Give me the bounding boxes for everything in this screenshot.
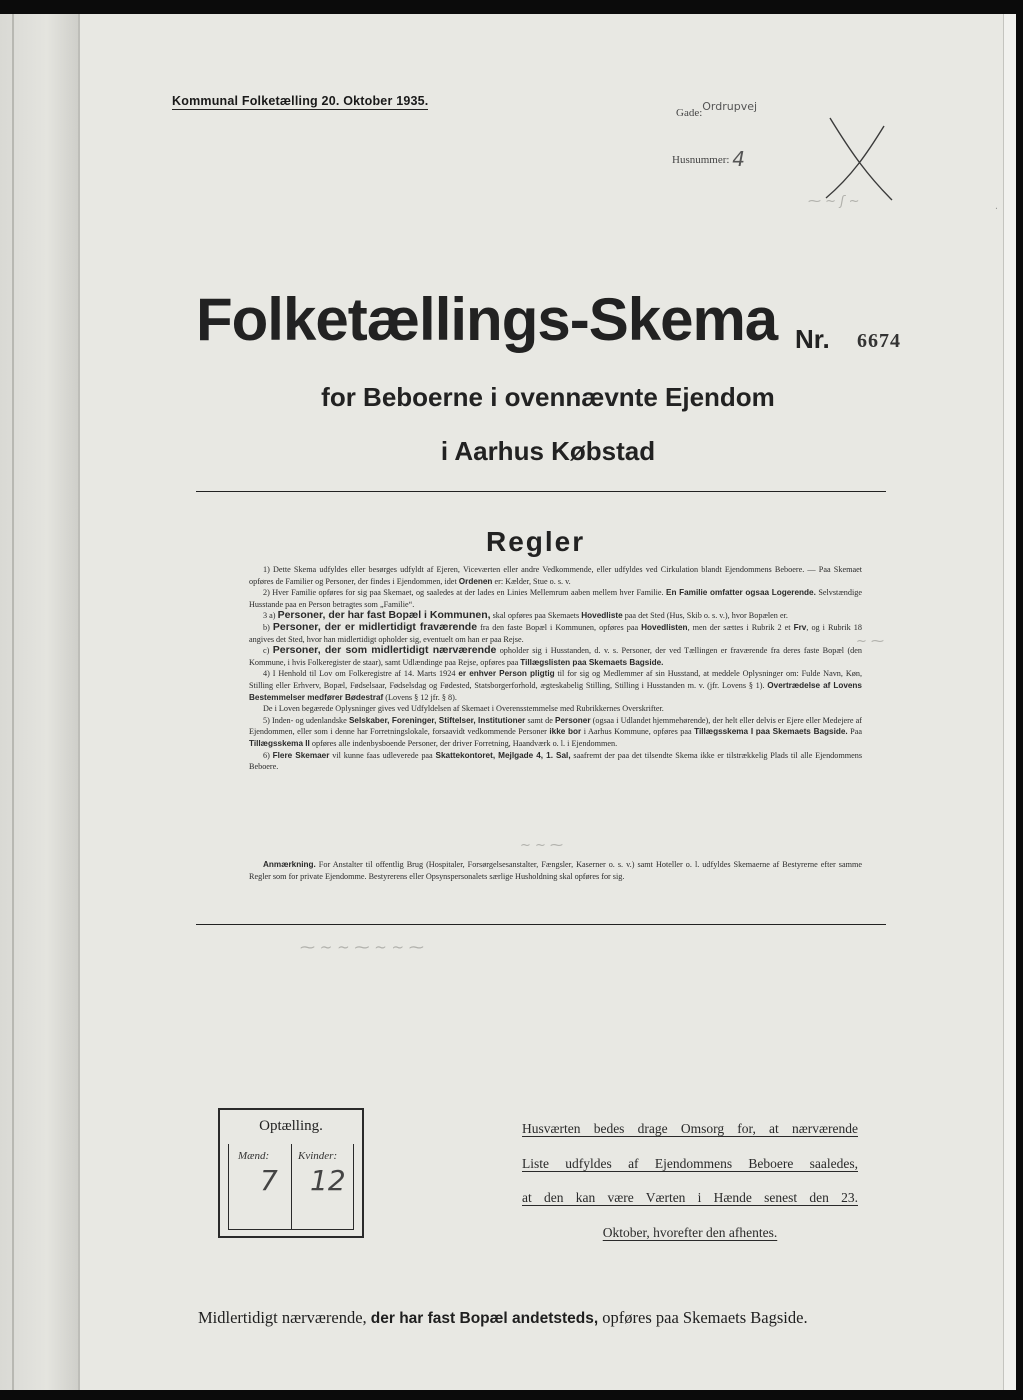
count-title: Optælling. [259,1118,323,1134]
subtitle-residents: for Beboerne i ovennævnte Ejendom [321,382,775,412]
rule-2: 2) Hver Familie opføres for sig paa Skemaet, og saaledes at der lades en Linies Mellemrum aaben mellem hver Familie. En Familie omfatter ogsaa Logerende. Selvstændige Husstande paa en Person betragtes som „Familie“. [249,588,862,609]
rule-4: 4) I Henhold til Lov om Folkeregistre af 14. Marts 1924 er enhver Person pligtig til for sig og Medlemmer af sin Husstand, at meddele Oplysninger om: Fulde Navn, Køn, Stilling eller Erhverv, Bopæl, Fødselsaar, Fødselsdag og Fødested, Statsborgerforhold, ægteskabelig Stilling, Stilling i Husstanden m. v. (jfr. Lovens § 1). Overtrædelse af Lovens Bestemmelser medfører Bødestraf (Lovens § 12 jfr. § 8). [249,669,862,702]
women-count: 12 [310,1164,346,1197]
rule-1: 1) Dette Skema udfyldes eller besørges udfyldt af Ejeren, Viceværten eller andre Vedkommende, eller udfyldes ved Cirkulation blandt Ejendommens Beboere. — Paa Skemaet opføres de Familier og Personer, der findes i Ejendommen, idet Ordenen er: Kælder, Stue o. s. v. [249,565,862,586]
page-edge [1003,14,1016,1390]
divider-top [196,491,886,492]
rule-4-note: De i Loven begærede Oplysninger gives ved Udfyldelsen af Skemaet i Overensstemmelse med Rubrikkernes Overskrifter. [263,704,664,714]
bleed-through-text: ~ ~ ⁓ [520,838,564,853]
cross-mark-icon [822,114,902,204]
census-form-page [0,14,1016,1390]
women-label: Kvinder: [298,1150,338,1162]
rule-6: 6) Flere Skemaer vil kunne faas udleverede paa Skattekontoret, Mejlgade 4, 1. Sal, saafremt der paa det tilsendte Skema ikke er tilstrækkelig Plads til alle Ejendommens Beboere. [249,750,862,772]
bleed-through-text: ⁓ ~ ~ ⁓ ~ ~ ⁓ [300,938,424,956]
remark-label: Anmærkning. [263,860,316,869]
census-header: Kommunal Folketælling 20. Oktober 1935. [172,94,429,108]
count-column-divider [291,1144,292,1230]
book-binding [0,14,80,1390]
notice-line-1: Husværten bedes drage Omsorg for, at nærværende [522,1121,858,1136]
notice-line-4: Oktober, hvorefter den afhentes. [602,1224,778,1240]
rule-3c: c) Personer, der som midlertidigt nærværende opholder sig i Husstanden, d. v. s. Personer, der ved Tællingen er fraværende fra deres faste Bopæl (den Kommune, i hvis Folkeregister de staar), samt Udlændinge paa Rejse, opføres paa Tillægslisten paa Skemaets Bagside. [249,644,862,667]
rule-3b: b) Personer, der er midlertidigt fraværende fra den faste Bopæl i Kommunen, opføres paa Hovedlisten, men der sættes i Rubrik 2 et Frv, og i Rubrik 18 angives det Sted, hvor han midlertidigt opholder sig, eventuelt om han er paa Rejse. [249,620,862,644]
house-number-field [672,144,745,171]
house-number-label: Husnummer: [672,154,730,166]
remark-text: For Anstalter til offentlig Brug (Hospitaler, Forsørgelsesanstalter, Fængsler, Kaserner o. s. v.) samt Hoteller o. l. udfyldes Skemaerne af Bestyrerne efter samme Regler som for private Ejendomme. Bestyrerens eller Opsynspersonalets særlige Husholdning skal opføres for sig. [249,860,862,881]
rule-3a: 3 a) Personer, der har fast Bopæl i Kommunen, skal opføres paa Skemaets Hovedliste paa det Sted (Hus, Skib o. s. v.), hvor Bopælen er. [263,609,788,622]
men-label: Mænd: [238,1150,270,1162]
divider-bottom [196,924,886,925]
form-title: Folketællings-Skema [196,286,778,353]
street-field [676,100,758,119]
remark-paragraph [249,859,862,882]
street-value: Ordrupvej [702,100,758,113]
bleed-through-text: ~ ⁓ [856,634,885,649]
count-box [218,1108,364,1238]
street-label: Gade: [676,107,703,119]
rules-body [249,564,862,773]
landlord-notice [522,1112,858,1250]
number-label: Nr. [795,324,830,354]
binding-edge [12,14,14,1390]
house-number-value: 4 [732,147,745,171]
men-count: 7 [260,1164,278,1197]
edge-marks: · [994,204,998,215]
notice-line-3: at den kan være Værten i Hænde senest den 23. [522,1190,858,1205]
bleed-through-text: ⁓ ~ ʃ ~ [808,194,860,209]
rule-5: 5) Inden- og udenlandske Selskaber, Foreninger, Stiftelser, Institutioner samt de Personer (ogsaa i Udlandet hjemmehørende), der helt eller delvis er Ejere eller Medejere af Ejendommen, eller som i denne har Forretningslokale, forsaavidt vedkommende Personer ikke bor i Aarhus Kommune, opføres paa Tillægsskema I paa Skemaets Bagside. Paa Tillægsskema II opføres alle indenbysboende Personer, der driver Forretning, Haandværk o. l. i Ejendommen. [249,715,863,748]
rules-heading: Regler [486,526,586,557]
footer-instruction: Midlertidigt nærværende, der har fast Bopæl andetsteds, opføres paa Skemaets Bagside. [198,1308,808,1327]
notice-line-2: Liste udfyldes af Ejendommens Beboere saaledes, [522,1155,858,1171]
form-number: 6674 [857,330,901,352]
subtitle-city: i Aarhus Købstad [440,436,656,466]
